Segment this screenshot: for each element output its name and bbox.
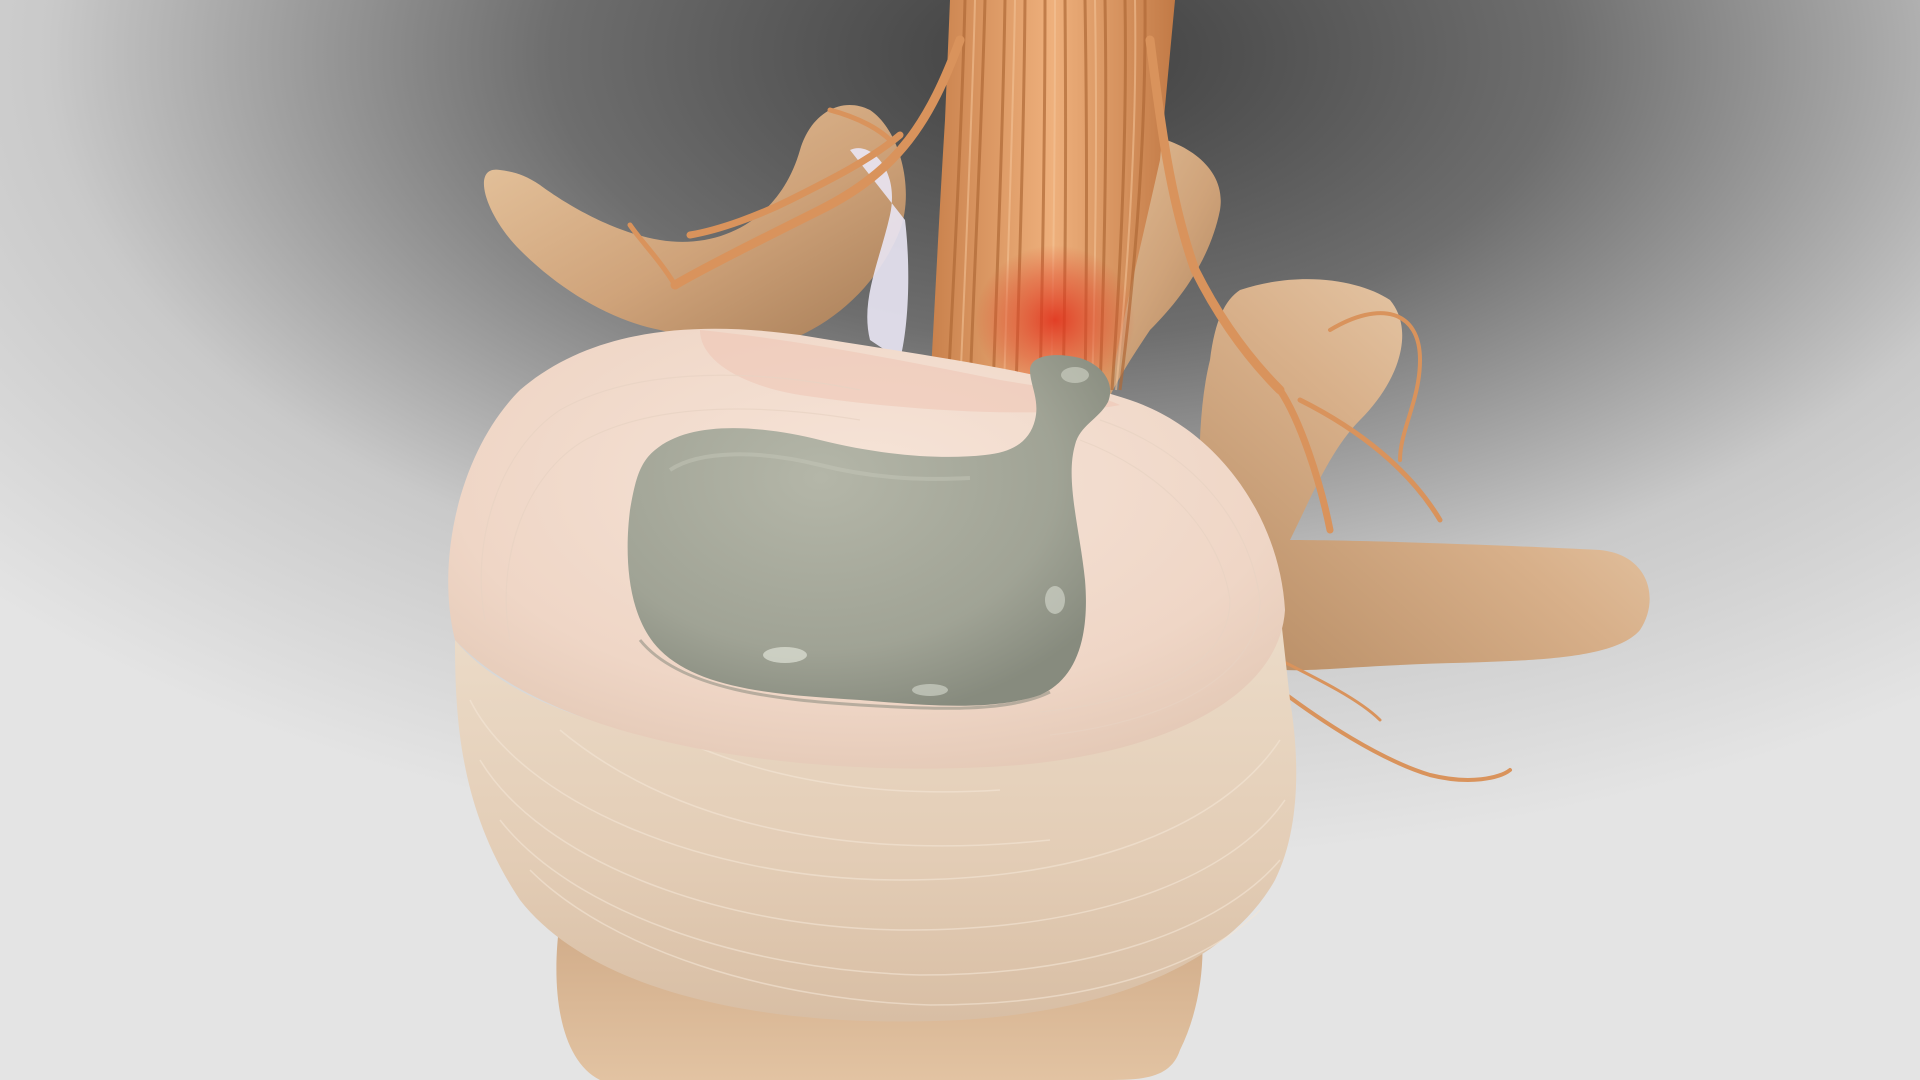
intervertebral-disc-icon: [448, 329, 1296, 1022]
